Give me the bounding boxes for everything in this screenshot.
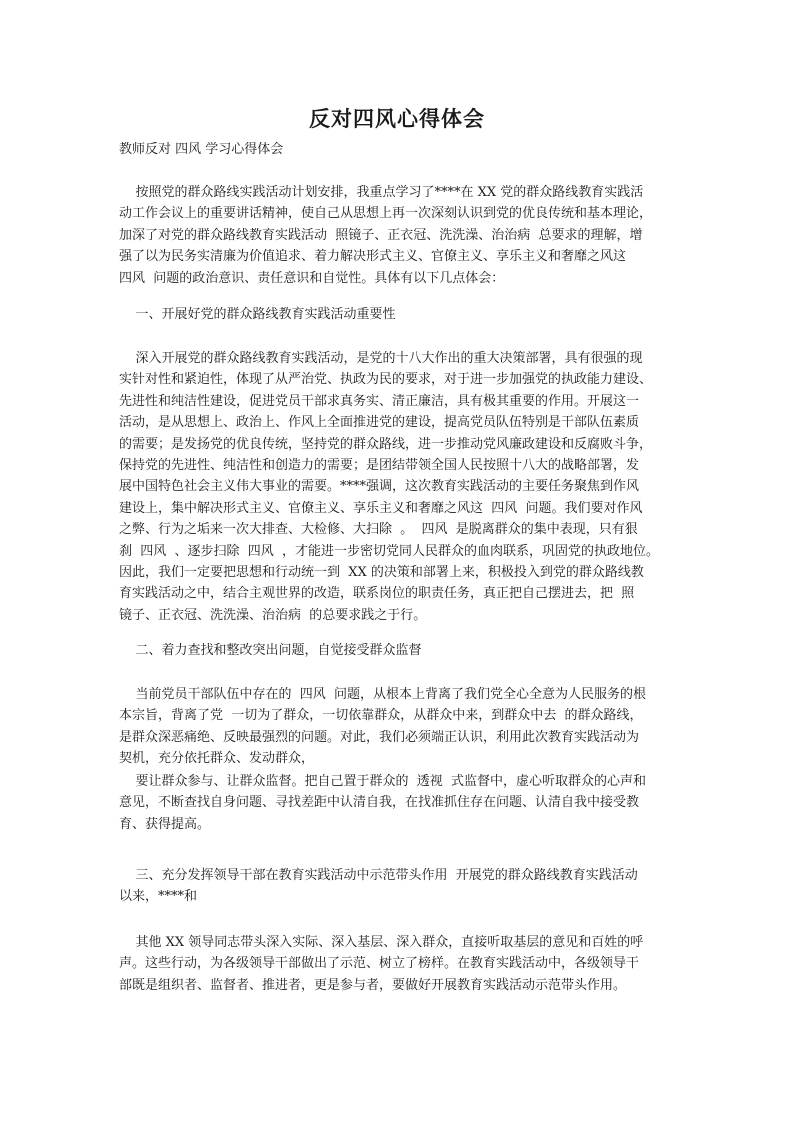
paragraph-line: 强了以为民务实清廉为价值追求、着力解决形式主义、官僚主义、享乐主义和奢靡之风这 (119, 249, 627, 265)
paragraph-line: 保持党的先进性、纯洁性和创造力的需要；是团结带领全国人民按照十八大的战略部署，发 (119, 458, 640, 474)
paragraph-line: 按照党的群众路线实践活动计划安排，我重点学习了****在 XX 党的群众路线教育实践活 (119, 185, 644, 200)
paragraph (119, 932, 643, 996)
paragraph (119, 348, 659, 626)
document-subtitle: 教师反对 四风 学习心得体会 (119, 142, 284, 157)
paragraph-line: 其他 XX 领导同志带头深入实际、深入基层、深入群众，直接听取基层的意见和百姓的呼 (119, 935, 644, 950)
paragraph-line: 先进性和纯洁性建设，促进党员干部求真务实、清正廉洁，具有极其重要的作用。开展这一 (119, 393, 640, 409)
paragraph (119, 640, 422, 661)
paragraph-line: 二、着力查找和整改突出问题，自觉接受群众监督 (119, 643, 422, 658)
paragraph (119, 182, 652, 289)
paragraph-line: 以来，****和 (119, 889, 198, 905)
paragraph-line: 因此，我们一定要把思想和行动统一到 XX 的决策和部署上来，积极投入到党的群众路线教 (119, 565, 644, 581)
paragraph-line: 刹 四风 、逐步扫除 四风 ，才能进一步密切党同人民群众的血肉联系，巩固党的执政地位。 (119, 543, 660, 559)
paragraph-line: 加深了对党的群众路线教育实践活动 照镜子、正衣冠、洗洗澡、治治病 总要求的理解，增 (119, 227, 643, 243)
paragraph-line: 三、充分发挥领导干部在教育实践活动中示范带头作用 开展党的群众路线教育实践活动 (119, 868, 638, 883)
paragraph-line: 镜子、正衣冠、洗洗澡、治治病 的总要求践之于行。 (119, 607, 427, 623)
paragraph-line: 契机，充分依托群众、发动群众， (119, 751, 315, 767)
paragraph-line: 建设上，集中解决形式主义、官僚主义、享乐主义和奢靡之风这 四风 问题。我们要对作风 (119, 500, 643, 516)
paragraph-line: 声。这些行动，为各级领导干部做出了示范、树立了榜样。在教育实践活动中，各级领导干 (119, 956, 640, 972)
paragraph (119, 304, 396, 325)
document-title: 反对四风心得体会 (309, 106, 485, 131)
paragraph-line: 部既是组织者、监督者、推进者，更是参与者，要做好开展教育实践活动示范带头作用。 (119, 977, 627, 993)
paragraph-line: 意见，不断查找自身问题、寻找差距中认清自我，在找准抓住存在问题、认清自我中接受教 (119, 795, 640, 811)
paragraph-line: 之弊、行为之垢来一次大排查、大检修、大扫除 。 四风 是脱离群众的集中表现，只有狠 (119, 522, 638, 538)
paragraph-line: 四风 问题的政治意识、责任意识和自觉性。具体有以下几点体会： (119, 270, 505, 286)
paragraph-line: 深入开展党的群众路线教育实践活动，是党的十八大作出的重大决策部署，具有很强的现 (119, 351, 643, 366)
paragraph-line: 实针对性和紧迫性，体现了从严治党、执政为民的要求，对于进一步加强党的执政能力建设、 (119, 372, 653, 388)
paragraph (119, 865, 638, 908)
paragraph-line: 是群众深恶痛绝、反映最强烈的问题。对此，我们必须端正认识，利用此次教育实践活动为 (119, 729, 640, 745)
paragraph-line: 活动，是从思想上、政治上、作风上全面推进党的建设，提高党员队伍特别是干部队伍素质 (119, 415, 640, 431)
paragraph-line: 当前党员干部队伍中存在的 四风 问题，从根本上背离了我们党全心全意为人民服务的根 (119, 687, 647, 702)
paragraph-line: 展中国特色社会主义伟大事业的需要。****强调，这次教育实践活动的主要任务聚焦到作风 (119, 479, 640, 495)
paragraph-line: 育、获得提高。 (119, 816, 211, 832)
paragraph-line: 一、开展好党的群众路线教育实践活动重要性 (119, 307, 396, 322)
paragraph-line: 育实践活动之中，结合主观世界的改造，联系岗位的职责任务，真正把自己摆进去，把 照 (119, 586, 635, 602)
paragraph-line: 动工作会议上的重要讲话精神，使自己从思想上再一次深刻认识到党的优良传统和基本理论， (119, 206, 653, 222)
paragraph-line: 本宗旨，背离了党 一切为了群众，一切依靠群众，从群众中来，到群众中去 的群众路线， (119, 708, 643, 724)
paragraph (119, 684, 646, 770)
paragraph (119, 771, 646, 835)
paragraph-line: 要让群众参与、让群众监督。把自己置于群众的 透视 式监督中，虚心听取群众的心声和 (119, 774, 647, 789)
paragraph-line: 的需要；是发扬党的优良传统，坚持党的群众路线，进一步推动党风廉政建设和反腐败斗争， (119, 436, 653, 452)
